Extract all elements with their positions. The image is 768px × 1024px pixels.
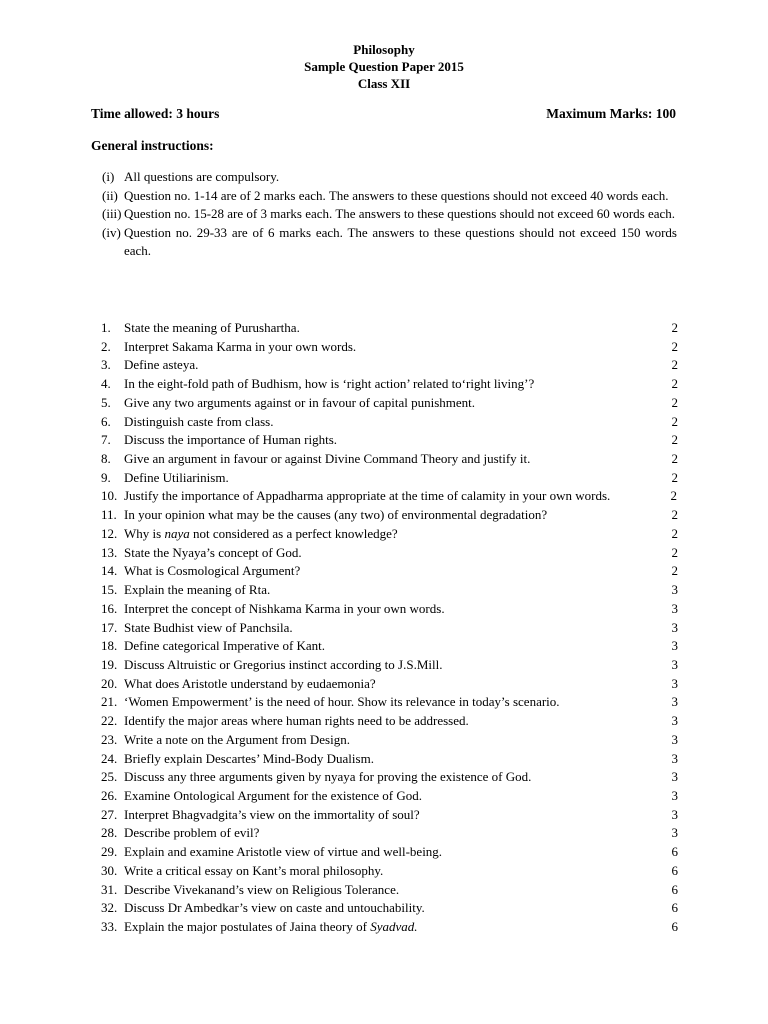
question-marks: 3 — [671, 713, 678, 729]
question-number: 12. — [101, 525, 118, 541]
question-item — [91, 375, 678, 394]
question-number: 9. — [101, 469, 111, 485]
question-number: 10. — [101, 488, 118, 504]
question-text: Define asteya. — [124, 357, 199, 373]
question-number: 26. — [101, 787, 118, 803]
question-text: Explain the meaning of Rta. — [124, 582, 271, 598]
time-allowed: Time allowed: 3 hours — [91, 106, 220, 121]
question-marks: 6 — [671, 862, 678, 878]
question-text-part: not considered as a perfect knowledge? — [189, 525, 398, 541]
question-marks: 3 — [671, 806, 678, 822]
question-number: 8. — [101, 451, 111, 467]
question-marks: 6 — [671, 844, 678, 860]
question-item — [91, 675, 678, 694]
question-number: 7. — [101, 432, 111, 448]
question-marks: 3 — [671, 600, 678, 616]
question-number: 13. — [101, 544, 118, 560]
question-text: Discuss Dr Ambedkar’s view on caste and untouchability. — [124, 900, 425, 916]
question-text: In your opinion what may be the causes (any two) of environmental degradation? — [124, 507, 548, 523]
question-text: State the Nyaya’s concept of God. — [124, 544, 302, 560]
question-marks: 2 — [671, 376, 678, 392]
maximum-marks: Maximum Marks: 100 — [546, 106, 676, 121]
instruction-number: (ii) — [102, 187, 118, 203]
question-number: 14. — [101, 563, 118, 579]
question-number: 16. — [101, 600, 118, 616]
instructions-heading: General instructions: — [91, 138, 214, 153]
question-marks: 3 — [671, 750, 678, 766]
question-text: State Budhist view of Panchsila. — [124, 619, 293, 635]
question-text: Explain and examine Aristotle view of virtue and well-being. — [124, 844, 443, 860]
question-item — [91, 806, 678, 825]
question-text: Identify the major areas where human rights need to be addressed. — [124, 713, 469, 729]
question-item — [91, 413, 678, 432]
question-number: 15. — [101, 582, 118, 598]
question-text: Give any two arguments against or in favour of capital punishment. — [124, 394, 476, 410]
question-item — [91, 450, 678, 469]
question-number: 4. — [101, 376, 111, 392]
question-text: Interpret Bhagvadgita’s view on the immortality of soul? — [124, 806, 420, 822]
question-marks: 3 — [671, 731, 678, 747]
question-marks: 3 — [671, 638, 678, 654]
question-text: Justify the importance of Appadharma appropriate at the time of calamity in your own words. — [124, 488, 611, 504]
instruction-text: Question no. 29-33 are of 6 marks each. The answers to these questions should not exceed 150 words each. — [124, 224, 677, 258]
question-item — [91, 693, 678, 712]
question-item — [91, 750, 678, 769]
exam-meta — [91, 105, 676, 122]
instruction-item — [102, 187, 677, 206]
question-marks: 6 — [671, 900, 678, 916]
question-item — [91, 824, 678, 843]
question-text: Interpret the concept of Nishkama Karma in your own words. — [124, 600, 445, 616]
question-marks: 3 — [671, 769, 678, 785]
question-number: 25. — [101, 769, 118, 785]
question-number: 24. — [101, 750, 118, 766]
question-text: Describe Vivekanand’s view on Religious Tolerance. — [124, 881, 400, 897]
question-text: ‘Women Empowerment’ is the need of hour. Show its relevance in today’s scenario. — [124, 694, 560, 710]
question-text: Discuss any three arguments given by nyaya for proving the existence of God. — [124, 769, 532, 785]
question-item — [91, 843, 678, 862]
question-text: Give an argument in favour or against Divine Command Theory and justify it. — [124, 451, 531, 467]
question-item — [91, 338, 678, 357]
question-text: Define categorical Imperative of Kant. — [124, 638, 326, 654]
question-marks: 2 — [671, 432, 678, 448]
question-text-emphasis: Syadvad. — [370, 919, 418, 934]
question-item — [91, 712, 678, 731]
question-number: 31. — [101, 881, 118, 897]
question-item — [91, 394, 678, 413]
question-item — [91, 431, 678, 450]
question-number: 1. — [101, 320, 111, 335]
question-marks: 2 — [671, 338, 678, 354]
question-text-part: Explain the major postulates of Jaina theory of — [124, 919, 371, 934]
question-number: 20. — [101, 675, 118, 691]
question-marks: 2 — [671, 320, 678, 335]
question-text: What does Aristotle understand by eudaemonia? — [124, 675, 376, 691]
instruction-item — [102, 205, 677, 224]
question-text — [124, 918, 418, 937]
question-item — [91, 600, 678, 619]
question-marks: 3 — [671, 787, 678, 803]
question-number: 27. — [101, 806, 118, 822]
question-text: Describe problem of evil? — [124, 825, 260, 841]
question-marks: 3 — [671, 675, 678, 691]
question-number: 3. — [101, 357, 111, 373]
question-text: Write a note on the Argument from Design. — [124, 731, 350, 747]
question-item — [91, 899, 678, 918]
question-item — [91, 881, 678, 900]
question-item — [91, 562, 678, 581]
question-marks: 3 — [671, 694, 678, 710]
question-text — [124, 525, 398, 544]
question-number: 32. — [101, 900, 118, 916]
question-text: In the eight-fold path of Budhism, how is ‘right action’ related to‘right living’? — [124, 376, 535, 392]
question-number: 23. — [101, 731, 118, 747]
question-text-part: Why is — [124, 525, 165, 541]
question-marks: 3 — [671, 825, 678, 841]
question-marks: 6 — [671, 919, 678, 934]
question-number: 17. — [101, 619, 118, 635]
instruction-text: Question no. 1-14 are of 2 marks each. The answers to these questions should not exceed 40 words each. — [124, 187, 669, 203]
question-marks: 2 — [671, 451, 678, 467]
instructions-list — [102, 168, 677, 261]
question-number: 19. — [101, 656, 118, 672]
question-item — [91, 356, 678, 375]
question-marks: 2 — [670, 488, 677, 504]
instruction-number: (iv) — [102, 224, 121, 240]
instruction-item — [102, 224, 677, 261]
question-marks: 2 — [671, 469, 678, 485]
question-number: 22. — [101, 713, 118, 729]
question-number: 5. — [101, 394, 111, 410]
question-text: State the meaning of Purushartha. — [124, 320, 300, 335]
question-text: Discuss the importance of Human rights. — [124, 432, 338, 448]
question-item — [91, 637, 678, 656]
question-item — [91, 506, 678, 525]
question-item — [91, 862, 678, 881]
questions-list — [91, 319, 678, 937]
question-text: Discuss Altruistic or Gregorius instinct according to J.S.Mill. — [124, 656, 443, 672]
question-number: 21. — [101, 694, 118, 710]
question-item — [91, 487, 678, 506]
question-marks: 3 — [671, 656, 678, 672]
question-item — [91, 731, 678, 750]
question-item — [91, 619, 678, 638]
question-item — [91, 525, 678, 544]
subject-title: Philosophy — [353, 42, 415, 57]
question-marks: 2 — [671, 394, 678, 410]
instruction-number: (iii) — [102, 206, 122, 221]
question-text: Interpret Sakama Karma in your own words. — [124, 338, 357, 354]
question-marks: 2 — [671, 544, 678, 560]
question-marks: 2 — [671, 357, 678, 373]
question-marks: 3 — [671, 619, 678, 635]
question-number: 33. — [101, 919, 118, 934]
question-marks: 6 — [671, 881, 678, 897]
question-text: Define Utiliarinism. — [124, 469, 229, 485]
question-number: 18. — [101, 638, 118, 654]
question-text: Write a critical essay on Kant’s moral philosophy. — [124, 862, 384, 878]
question-number: 6. — [101, 413, 111, 429]
question-item — [91, 918, 678, 937]
question-item — [91, 656, 678, 675]
question-item — [91, 787, 678, 806]
instruction-item — [102, 168, 677, 187]
paper-title: Sample Question Paper 2015 — [304, 59, 464, 74]
question-number: 30. — [101, 862, 118, 878]
question-number: 28. — [101, 825, 118, 841]
question-number: 11. — [101, 507, 117, 523]
question-item — [91, 319, 678, 338]
question-marks: 2 — [671, 507, 678, 523]
question-marks: 2 — [671, 525, 678, 541]
question-text: Examine Ontological Argument for the existence of God. — [124, 787, 422, 803]
question-text: Distinguish caste from class. — [124, 413, 274, 429]
question-number: 29. — [101, 844, 118, 860]
question-number: 2. — [101, 338, 111, 354]
question-text: Briefly explain Descartes’ Mind-Body Dualism. — [124, 750, 374, 766]
instruction-text: Question no. 15-28 are of 3 marks each. The answers to these questions should not exceed 60 words each. — [124, 206, 676, 221]
question-item — [91, 469, 678, 488]
question-marks: 2 — [671, 413, 678, 429]
question-marks: 3 — [671, 582, 678, 598]
question-text-emphasis: naya — [164, 525, 190, 541]
question-text: What is Cosmological Argument? — [124, 563, 301, 579]
instruction-text: All questions are compulsory. — [124, 169, 280, 184]
paper-header — [0, 41, 768, 92]
question-item — [91, 581, 678, 600]
question-item — [91, 768, 678, 787]
question-item — [91, 544, 678, 563]
instruction-number: (i) — [102, 169, 115, 184]
class-title: Class XII — [357, 76, 411, 91]
question-marks: 2 — [671, 563, 678, 579]
